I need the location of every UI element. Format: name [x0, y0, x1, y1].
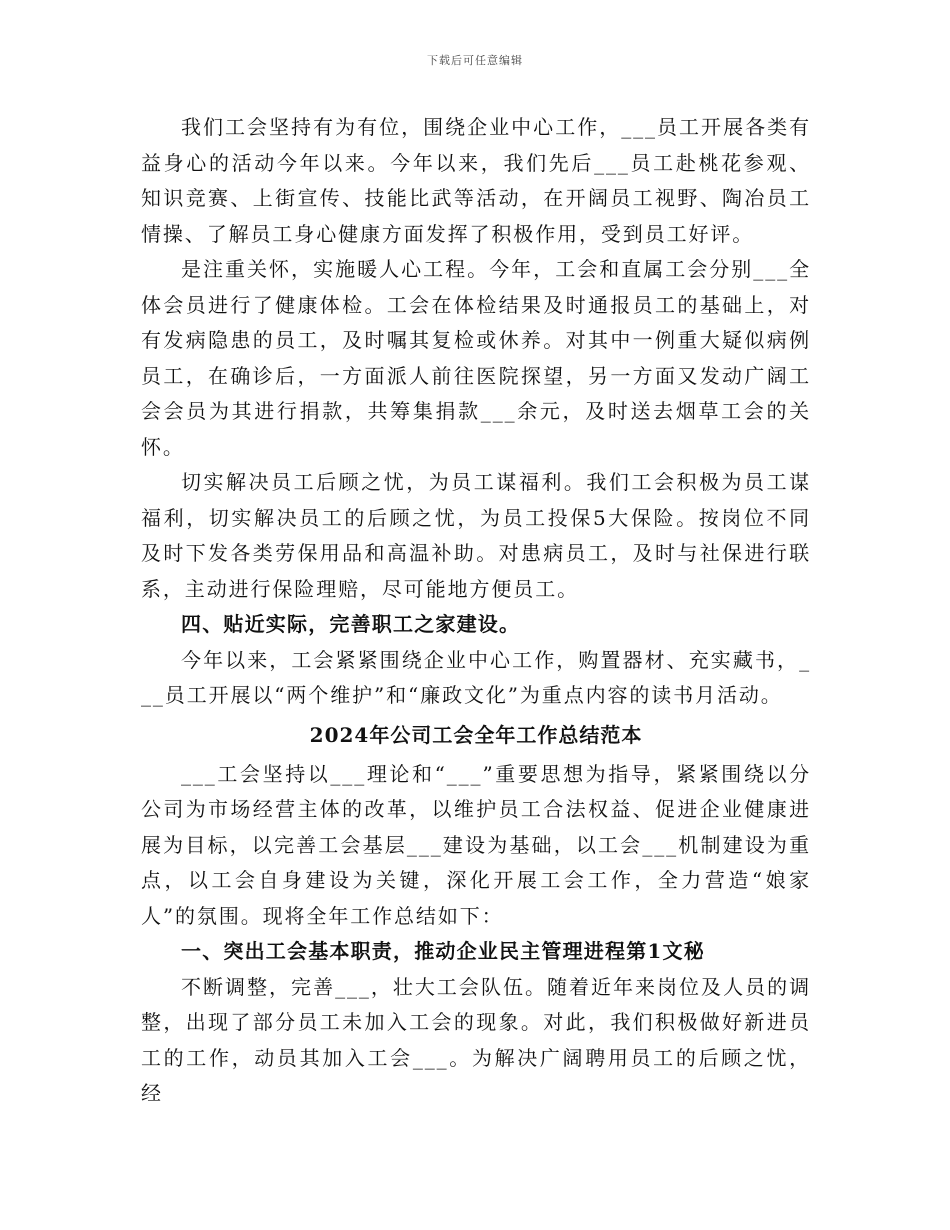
header-note: 下载后可任意编辑	[427, 54, 523, 67]
body-paragraph: 不断调整，完善___，壮大工会队伍。随着近年来岗位及人员的调整，出现了部分员工未加入工会的现象。对此，我们积极做好新进员工的工作，动员其加入工会___。为解决广阔聘用员工的后顾之忧，经	[141, 974, 811, 1105]
body-paragraph: 我们工会坚持有为有位，围绕企业中心工作，___员工开展各类有益身心的活动今年以来。今年以来，我们先后___员工赴桃花参观、知识竞赛、上街宣传、技能比武等活动，在开阔员工视野、陶冶员工情操、了解员工身心健康方面发挥了积极作用，受到员工好评。	[141, 115, 811, 246]
section-heading: 一、突出工会基本职责，推动企业民主管理进程第1文秘	[181, 939, 705, 963]
intro-paragraph: ___工会坚持以___理论和“___”重要思想为指导，紧紧围绕以分公司为市场经营主体的改革，以维护员工合法权益、促进企业健康进展为目标，以完善工会基层___建设为基础，以工会___机制建设为重点，以工会自身建设为关键，深化开展工会工作，全力营造“娘家人”的氛围。现将全年工作总结如下：	[141, 761, 811, 928]
document-body	[141, 110, 811, 1112]
body-paragraph: 今年以来，工会紧紧围绕企业中心工作，购置器材、充实藏书，___员工开展以“两个维护”和“廉政文化”为重点内容的读书月活动。	[141, 647, 811, 707]
document-title: 2024年公司工会全年工作总结范本	[309, 722, 643, 747]
body-paragraph: 是注重关怀，实施暖人心工程。今年，工会和直属工会分别___全体会员进行了健康体检。工会在体检结果及时通报员工的基础上，对有发病隐患的员工，及时嘱其复检或休养。对其中一例重大疑似病例员工，在确诊后，一方面派人前往医院探望，另一方面又发动广阔工会会员为其进行捐款，共筹集捐款___余元，及时送去烟草工会的关怀。	[141, 257, 811, 459]
section-heading: 四、贴近实际，完善职工之家建设。	[181, 612, 521, 636]
body-paragraph: 切实解决员工后顾之忧，为员工谋福利。我们工会积极为员工谋福利，切实解决员工的后顾之忧，为员工投保5大保险。按岗位不同及时下发各类劳保用品和高温补助。对患病员工，及时与社保进行联系，主动进行保险理赔，尽可能地方便员工。	[141, 470, 811, 601]
